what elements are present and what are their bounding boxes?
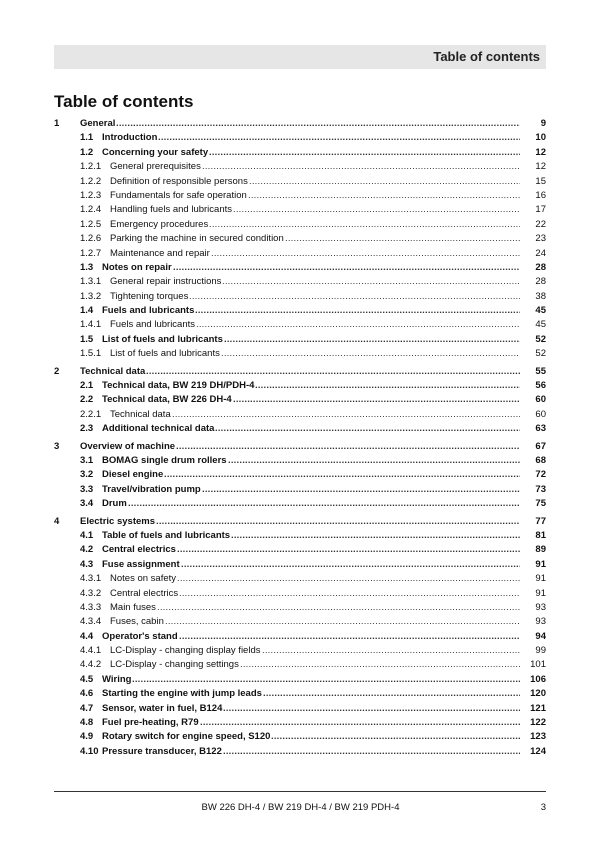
toc-entry-page: 24 bbox=[535, 247, 546, 259]
toc-entry-label: Handling fuels and lubricants bbox=[110, 204, 232, 216]
toc-entry-number: 4.7 bbox=[80, 702, 94, 714]
toc-entry-page: 75 bbox=[535, 498, 546, 510]
toc-leader-dots bbox=[202, 160, 520, 174]
toc-entry-number: 4.3 bbox=[80, 558, 94, 570]
toc-entry-label: Technical data bbox=[80, 365, 146, 377]
toc-entry-page: 77 bbox=[535, 515, 546, 527]
toc-entry-label: Wiring bbox=[102, 673, 132, 685]
toc-leader-dots bbox=[223, 702, 520, 716]
toc-entry-label: Electric systems bbox=[80, 515, 155, 527]
toc-entry-page: 17 bbox=[535, 204, 546, 216]
toc-entry[interactable] bbox=[54, 189, 546, 203]
toc-entry-page: 93 bbox=[535, 601, 546, 613]
toc-leader-dots bbox=[202, 483, 520, 497]
toc-entry-page: 124 bbox=[530, 745, 546, 757]
toc-entry-number: 1.3.2 bbox=[80, 290, 102, 302]
toc-entry-page: 52 bbox=[535, 348, 546, 360]
toc-entry-page: 91 bbox=[535, 587, 546, 599]
toc-entry-label: Additional technical data bbox=[102, 423, 215, 435]
toc-entry-page: 94 bbox=[535, 630, 546, 642]
toc-entry[interactable] bbox=[54, 218, 546, 232]
toc-leader-dots bbox=[156, 515, 520, 529]
toc-entry-label: Parking the machine in secured condition bbox=[110, 233, 284, 245]
toc-entry-label: Central electrics bbox=[102, 544, 176, 556]
toc-entry-label: Technical data bbox=[110, 408, 171, 420]
toc-entry-number: 1.3.1 bbox=[80, 276, 102, 288]
toc-entry[interactable] bbox=[54, 468, 546, 482]
toc-entry-label: Notes on repair bbox=[102, 261, 172, 273]
toc-leader-dots bbox=[221, 347, 520, 361]
toc-entry[interactable] bbox=[54, 529, 546, 543]
toc-leader-dots bbox=[248, 189, 520, 203]
toc-entry[interactable] bbox=[54, 175, 546, 189]
toc-entry-page: 15 bbox=[535, 175, 546, 187]
toc-entry-page: 60 bbox=[535, 394, 546, 406]
toc-entry[interactable] bbox=[54, 745, 546, 759]
toc-entry-page: 91 bbox=[535, 558, 546, 570]
toc-entry-number: 4.3.4 bbox=[80, 616, 102, 628]
toc-entry-label: Definition of responsible persons bbox=[110, 175, 248, 187]
toc-entry[interactable] bbox=[54, 543, 546, 557]
toc-entry[interactable] bbox=[54, 365, 546, 379]
toc-entry-number: 4.6 bbox=[80, 688, 94, 700]
toc-leader-dots bbox=[179, 630, 520, 644]
toc-entry[interactable] bbox=[54, 422, 546, 436]
toc-entry[interactable] bbox=[54, 247, 546, 261]
toc-entry-page: 73 bbox=[535, 483, 546, 495]
toc-entry-number: 2.2.1 bbox=[80, 408, 102, 420]
toc-entry-label: Introduction bbox=[102, 132, 158, 144]
toc-entry-page: 28 bbox=[535, 261, 546, 273]
toc-entry-number: 1.1 bbox=[80, 132, 94, 144]
toc-leader-dots bbox=[172, 408, 520, 422]
toc-entry-label: Sensor, water in fuel, B124 bbox=[102, 702, 223, 714]
toc-entry-label: Operator's stand bbox=[102, 630, 178, 642]
toc-entry-label: Pressure transducer, B122 bbox=[102, 745, 222, 757]
toc-entry-number: 4.8 bbox=[80, 717, 94, 729]
toc-entry-label: Fuel pre-heating, R79 bbox=[102, 717, 199, 729]
toc-entry-number: 3.2 bbox=[80, 469, 94, 481]
toc-entry-number: 4.10 bbox=[80, 745, 99, 757]
toc-leader-dots bbox=[233, 203, 520, 217]
toc-entry-page: 68 bbox=[535, 454, 546, 466]
toc-entry-number: 1.4 bbox=[80, 305, 94, 317]
toc-entry-page: 28 bbox=[535, 276, 546, 288]
toc-entry-number: 2.3 bbox=[80, 423, 94, 435]
toc-entry[interactable] bbox=[54, 393, 546, 407]
toc-entry[interactable] bbox=[54, 497, 546, 511]
toc-entry-number: 1.2.3 bbox=[80, 189, 102, 201]
toc-leader-dots bbox=[196, 318, 520, 332]
toc-entry[interactable] bbox=[54, 615, 546, 629]
toc-entry-label: Notes on safety bbox=[110, 573, 177, 585]
toc-entry-number: 1.2.4 bbox=[80, 204, 102, 216]
toc-leader-dots bbox=[157, 601, 520, 615]
toc-entry[interactable] bbox=[54, 347, 546, 361]
toc-entry-number: 2.2 bbox=[80, 394, 94, 406]
toc-leader-dots bbox=[211, 247, 520, 261]
toc-entry-number: 4.4 bbox=[80, 630, 94, 642]
toc-leader-dots bbox=[158, 131, 520, 145]
toc-leader-dots bbox=[223, 745, 520, 759]
toc-leader-dots bbox=[189, 290, 520, 304]
toc-entry-page: 93 bbox=[535, 616, 546, 628]
toc-leader-dots bbox=[176, 440, 520, 454]
toc-entry-label: List of fuels and lubricants bbox=[102, 333, 223, 345]
toc-entry-page: 121 bbox=[530, 702, 546, 714]
toc-entry-label: Fundamentals for safe operation bbox=[110, 189, 247, 201]
toc-entry-number: 3.1 bbox=[80, 454, 94, 466]
toc-entry-number: 1.2 bbox=[80, 146, 94, 158]
toc-entry-number: 4.2 bbox=[80, 544, 94, 556]
toc-entry[interactable] bbox=[54, 673, 546, 687]
toc-entry-number: 4.3.2 bbox=[80, 587, 102, 599]
toc-entry-page: 63 bbox=[535, 423, 546, 435]
toc-entry-page: 23 bbox=[535, 233, 546, 245]
toc-entry-label: Overview of machine bbox=[80, 440, 176, 452]
toc-entry-number: 4.9 bbox=[80, 731, 94, 743]
toc-entry-label: Fuels and lubricants bbox=[110, 319, 196, 331]
toc-entry-page: 55 bbox=[535, 365, 546, 377]
toc-entry-label: Drum bbox=[102, 498, 127, 510]
toc-entry-number: 4 bbox=[54, 515, 60, 527]
toc-entry[interactable] bbox=[54, 658, 546, 672]
toc-entry[interactable] bbox=[54, 687, 546, 701]
toc-entry-number: 3.3 bbox=[80, 483, 94, 495]
header-title: Table of contents bbox=[433, 49, 540, 64]
toc-entry-page: 12 bbox=[535, 146, 546, 158]
toc-leader-dots bbox=[146, 365, 520, 379]
toc-leader-dots bbox=[271, 730, 520, 744]
toc-entry[interactable] bbox=[54, 716, 546, 730]
toc-leader-dots bbox=[249, 175, 520, 189]
toc-leader-dots bbox=[231, 529, 520, 543]
toc-entry[interactable] bbox=[54, 117, 546, 131]
toc-entry-number: 2 bbox=[54, 365, 60, 377]
toc-entry-label: Fuels and lubricants bbox=[102, 305, 195, 317]
toc-entry-label: Main fuses bbox=[110, 601, 156, 613]
toc-entry[interactable] bbox=[54, 515, 546, 529]
toc-entry-label: Table of fuels and lubricants bbox=[102, 529, 231, 541]
toc-leader-dots bbox=[224, 333, 520, 347]
toc-entry-page: 9 bbox=[540, 118, 546, 129]
toc-entry[interactable] bbox=[54, 587, 546, 601]
toc-entry[interactable] bbox=[54, 160, 546, 174]
toc-entry[interactable] bbox=[54, 630, 546, 644]
toc-leader-dots bbox=[200, 716, 520, 730]
toc-entry[interactable] bbox=[54, 379, 546, 393]
toc-entry-label: Central electrics bbox=[110, 587, 179, 599]
toc-entry[interactable] bbox=[54, 454, 546, 468]
toc-entry-label: Starting the engine with jump leads bbox=[102, 688, 262, 700]
toc-leader-dots bbox=[255, 379, 520, 393]
toc-entry-label: BOMAG single drum rollers bbox=[102, 454, 227, 466]
toc-entry-number: 3 bbox=[54, 440, 60, 452]
toc-entry[interactable] bbox=[54, 572, 546, 586]
toc-leader-dots bbox=[285, 232, 520, 246]
toc-entry-number: 1.2.2 bbox=[80, 175, 102, 187]
toc-entry[interactable] bbox=[54, 333, 546, 347]
toc-entry[interactable] bbox=[54, 146, 546, 160]
toc-entry-page: 60 bbox=[535, 408, 546, 420]
toc-entry-number: 4.3.1 bbox=[80, 573, 102, 585]
toc-entry-label: Fuses, cabin bbox=[110, 616, 164, 628]
toc-entry-number: 1.2.1 bbox=[80, 161, 102, 173]
toc-leader-dots bbox=[262, 644, 520, 658]
toc-entry-label: Travel/vibration pump bbox=[102, 483, 201, 495]
header-band bbox=[54, 45, 546, 69]
toc-entry-number: 1.2.7 bbox=[80, 247, 102, 259]
toc-entry-page: 38 bbox=[535, 290, 546, 302]
toc-entry-number: 1 bbox=[54, 118, 60, 129]
toc-entry-label: Tightening torques bbox=[110, 290, 189, 302]
toc-entry-page: 56 bbox=[535, 380, 546, 392]
toc-entry-number: 4.4.2 bbox=[80, 659, 102, 671]
toc-leader-dots bbox=[209, 146, 520, 160]
toc-entry-number: 2.1 bbox=[80, 380, 94, 392]
toc-entry[interactable] bbox=[54, 232, 546, 246]
toc-entry-label: List of fuels and lubricants bbox=[110, 348, 220, 360]
toc-entry-number: 4.5 bbox=[80, 673, 94, 685]
footer-divider bbox=[54, 791, 546, 792]
toc-entry[interactable] bbox=[54, 408, 546, 422]
toc-entry-number: 4.1 bbox=[80, 529, 94, 541]
toc-entry-page: 81 bbox=[535, 529, 546, 541]
table-of-contents bbox=[54, 117, 546, 759]
toc-entry-label: General bbox=[80, 118, 116, 129]
toc-leader-dots bbox=[215, 422, 520, 436]
toc-entry-label: Concerning your safety bbox=[102, 146, 209, 158]
toc-entry-number: 1.5 bbox=[80, 333, 94, 345]
toc-entry-page: 22 bbox=[535, 218, 546, 230]
toc-entry[interactable] bbox=[54, 275, 546, 289]
toc-entry[interactable] bbox=[54, 644, 546, 658]
toc-entry-number: 4.4.1 bbox=[80, 645, 102, 657]
toc-entry[interactable] bbox=[54, 702, 546, 716]
page-title: Table of contents bbox=[54, 92, 194, 111]
toc-entry[interactable] bbox=[54, 601, 546, 615]
toc-entry-page: 99 bbox=[535, 645, 546, 657]
toc-entry-label: Maintenance and repair bbox=[110, 247, 210, 259]
toc-entry-label: LC-Display - changing display fields bbox=[110, 645, 261, 657]
toc-entry-page: 120 bbox=[530, 688, 546, 700]
toc-entry-number: 1.2.5 bbox=[80, 218, 102, 230]
toc-entry-number: 1.2.6 bbox=[80, 233, 102, 245]
toc-leader-dots bbox=[263, 687, 520, 701]
toc-entry-page: 52 bbox=[535, 333, 546, 345]
toc-entry-number: 1.4.1 bbox=[80, 319, 102, 331]
toc-entry-page: 72 bbox=[535, 469, 546, 481]
toc-entry-label: LC-Display - changing settings bbox=[110, 659, 239, 671]
toc-leader-dots bbox=[195, 304, 520, 318]
toc-leader-dots bbox=[177, 572, 520, 586]
toc-leader-dots bbox=[116, 117, 520, 131]
toc-leader-dots bbox=[209, 218, 520, 232]
toc-entry-label: Technical data, BW 226 DH-4 bbox=[102, 394, 232, 406]
toc-entry-number: 4.3.3 bbox=[80, 601, 102, 613]
toc-entry-label: Emergency procedures bbox=[110, 218, 209, 230]
toc-entry-number: 3.4 bbox=[80, 498, 94, 510]
toc-entry-label: Fuse assignment bbox=[102, 558, 180, 570]
toc-entry-page: 101 bbox=[530, 659, 546, 671]
toc-leader-dots bbox=[173, 261, 520, 275]
toc-leader-dots bbox=[165, 615, 520, 629]
toc-entry-page: 45 bbox=[535, 319, 546, 331]
footer-models: BW 226 DH-4 / BW 219 DH-4 / BW 219 PDH-4 bbox=[201, 802, 400, 813]
toc-leader-dots bbox=[132, 673, 520, 687]
toc-leader-dots bbox=[128, 497, 520, 511]
toc-entry-number: 1.5.1 bbox=[80, 348, 102, 360]
toc-leader-dots bbox=[177, 543, 520, 557]
toc-entry[interactable] bbox=[54, 290, 546, 304]
toc-entry[interactable] bbox=[54, 483, 546, 497]
toc-entry-page: 16 bbox=[535, 189, 546, 201]
toc-leader-dots bbox=[222, 275, 520, 289]
toc-entry-label: Rotary switch for engine speed, S120 bbox=[102, 731, 271, 743]
toc-entry-page: 12 bbox=[535, 161, 546, 173]
toc-entry[interactable] bbox=[54, 730, 546, 744]
toc-entry-page: 122 bbox=[530, 717, 546, 729]
toc-entry-page: 91 bbox=[535, 573, 546, 585]
toc-entry-label: Diesel engine bbox=[102, 469, 164, 481]
toc-entry[interactable] bbox=[54, 261, 546, 275]
toc-leader-dots bbox=[240, 658, 520, 672]
toc-entry-page: 45 bbox=[535, 305, 546, 317]
toc-entry[interactable] bbox=[54, 304, 546, 318]
footer-page-number: 3 bbox=[540, 802, 546, 813]
toc-entry-label: Technical data, BW 219 DH/PDH-4 bbox=[102, 380, 255, 392]
toc-entry[interactable] bbox=[54, 318, 546, 332]
toc-entry-page: 10 bbox=[535, 132, 546, 144]
toc-entry-label: General prerequisites bbox=[110, 161, 201, 173]
toc-entry-label: General repair instructions bbox=[110, 276, 222, 288]
toc-entry-page: 67 bbox=[535, 440, 546, 452]
toc-leader-dots bbox=[233, 393, 520, 407]
toc-entry[interactable] bbox=[54, 203, 546, 217]
toc-entry-page: 89 bbox=[535, 544, 546, 556]
toc-leader-dots bbox=[181, 558, 520, 572]
toc-entry[interactable] bbox=[54, 131, 546, 145]
toc-leader-dots bbox=[164, 468, 520, 482]
toc-leader-dots bbox=[179, 587, 520, 601]
toc-entry-page: 123 bbox=[530, 731, 546, 743]
toc-entry-page: 106 bbox=[530, 673, 546, 685]
toc-entry[interactable] bbox=[54, 440, 546, 454]
toc-entry[interactable] bbox=[54, 558, 546, 572]
toc-entry-number: 1.3 bbox=[80, 261, 94, 273]
toc-leader-dots bbox=[228, 454, 520, 468]
